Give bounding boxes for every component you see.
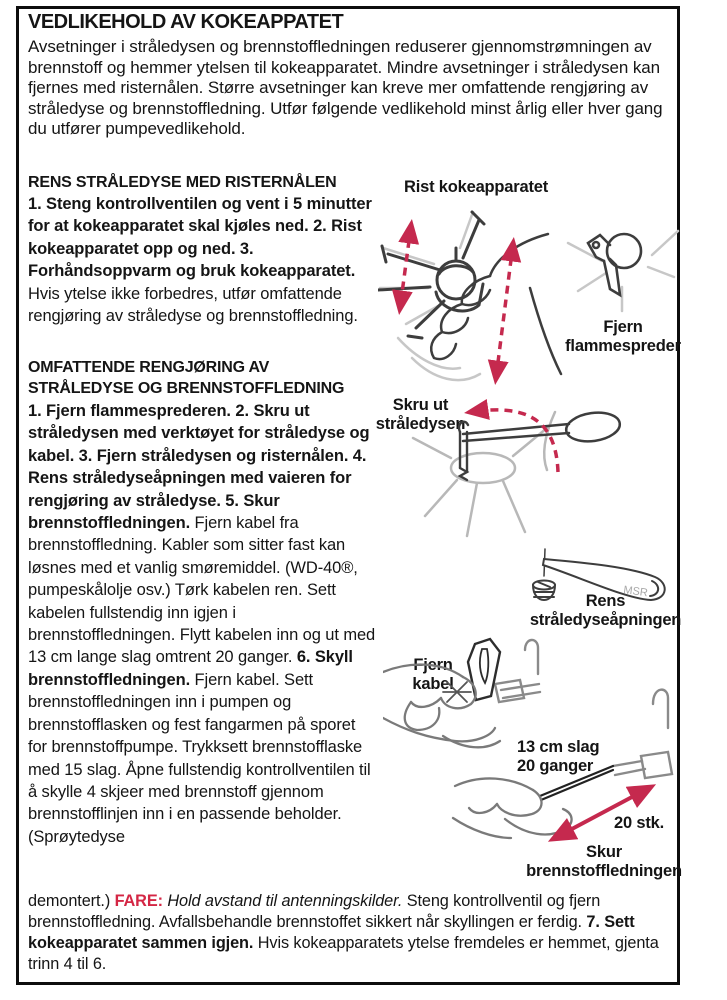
stove-ghost-lines (568, 231, 678, 311)
danger-instructions: Steng kontrollventil og fjern brennstoffledning. Avfallsbehandle brennstoffet sikkert når skyllingen er ferdig. (28, 892, 601, 931)
figure-flamespreader-illustration (560, 215, 685, 315)
figure-count-label: 20 stk. (614, 814, 664, 832)
section-heading-omfattende-rengjoring: OMFATTENDE RENGJØRING AV STRÅLEDYSE OG BRENNSTOFFLEDNING (28, 359, 345, 397)
stove-base-ghost (413, 412, 555, 536)
step-7-bold: 7. Sett kokeapparatet sammen igjen. (28, 913, 635, 952)
figure-stroke-label (517, 738, 612, 776)
tool-brand-text: MSR (622, 584, 649, 600)
page-title: VEDLIKEHOLD AV KOKEAPPATET (28, 11, 344, 33)
step-7-detail: Hvis kokeapparatets ytelse fremdeles er hemmet, gjenta trinn 4 til 6. (28, 934, 659, 973)
fuel-line-outline (613, 690, 672, 778)
figure-scour-label: Skur brennstoffledningen (526, 843, 682, 880)
figure-flamespreader-label: Fjern flammespreder (565, 318, 681, 355)
figure-shake-label: Rist kokeapparatet (404, 178, 549, 196)
footer-lead: demontert.) (28, 892, 115, 910)
steps-1-3-note: Hvis ytelse ikke forbedres, utfør omfattende rengjøring av stråledyse og brennstoffledning. (28, 284, 358, 326)
figure-shake-stove-illustration (378, 196, 563, 401)
hand-outline (453, 778, 572, 838)
steps-1-3-bold: 1. Steng kontrollventilen og vent i 5 minutter for at kokeapparatet skal kjøles ned. 2. Rist kokeapparatet opp og ned. 3. Forhåndsoppvarm og bruk kokeapparatet. (28, 195, 372, 281)
jet-cable-outline (459, 422, 468, 480)
danger-label: FARE: (114, 892, 163, 910)
figure-unscrew-jet-illustration (405, 394, 625, 549)
danger-warning-italic: Hold avstand til antenningskilder. (162, 892, 403, 910)
step-6-detail: Fjern kabel. Sett brennstoffledningen inn i pumpen og brennstofflasken og fest fangarmen på sporet for brennstoffpumpe. Trykksett brennstofflaske med 15 slag. Åpne fullstendig kontrollventilen til å skylle 4 skjeer med brennstoff gjennom brennstofflinjen inn i en passende beholder. (Sprøytedyse (28, 670, 371, 846)
figure-unscrew-jet-label: Skru ut stråledysen (375, 396, 466, 433)
step-5-detail: Fjern kabel fra brennstoffledning. Kabler som sitter fast kan løsnes med et vanlig smøremiddel. (WD-40®, pumpeskålolje osv.) Tørk kabelen ren. Sett kabelen fullstendig inn igjen i brennstoffledningen. Flytt kabelen inn og ut med 13 cm lange slag omtrent 20 ganger. (28, 514, 376, 667)
section-omfattende-rengjoring-paragraph (28, 400, 378, 848)
stroke-label-line2: 20 ganger (517, 757, 594, 775)
intro-paragraph: Avsetninger i stråledysen og brennstoffledningen reduserer gjennomstrømningen av brennstoff og hemmer ytelsen til kokeapparatet. Mindre avsetninger i stråledysen kan fjernes med risternålen. Større avsetninger kan kreve mer omfattende rengjøring av stråledyse og brennstoffledning. Utfør følgende vedlikehold minst årlig eller hver gang du utfører pumpevedlikehold. (28, 37, 663, 138)
section-heading-rens-straledyse: RENS STRÅLEDYSE MED RISTERNÅLEN (28, 174, 337, 191)
stroke-label-line1: 13 cm slag (517, 738, 600, 756)
step-6-bold: 6. Skyll brennstoffledningen. (28, 648, 353, 689)
section-rens-straledyse-paragraph (28, 193, 378, 327)
footer-paragraph (28, 891, 681, 975)
flamespreader-outline (588, 234, 641, 295)
steps-1-5-bold: 1. Fjern flammesprederen. 2. Skru ut stråledysen med verktøyet for stråledyse og kabel. 3. Fjern stråledysen og risternålen. 4. Rens stråledyseåpningen med vaieren for rengjøring av stråledyse. 5. Skur brennstoffledningen. (28, 402, 370, 533)
figure-remove-cable-label: Fjern kabel (412, 656, 454, 693)
figure-clean-jet-label: Rens stråledyseåpningen (529, 592, 682, 629)
hand-outline (431, 234, 561, 374)
